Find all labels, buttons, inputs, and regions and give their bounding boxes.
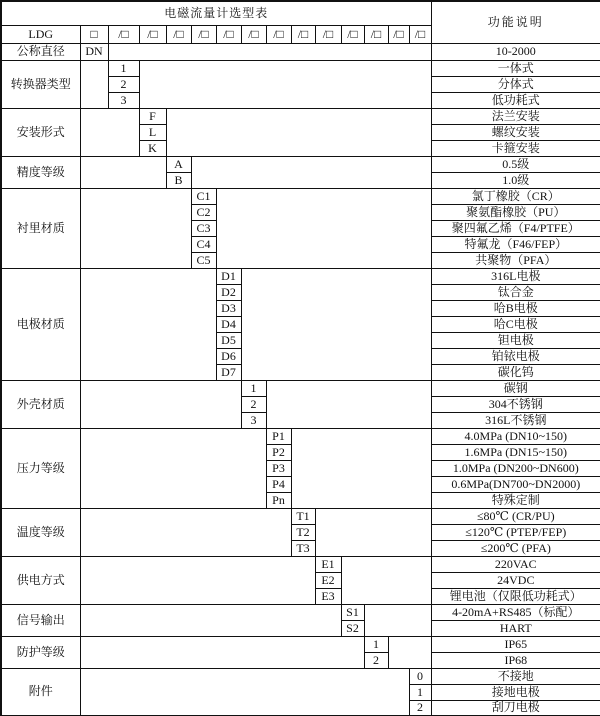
- spacer-cell: [266, 380, 431, 428]
- row-label: 精度等级: [1, 156, 80, 188]
- value-cell: 特殊定制: [431, 492, 600, 508]
- code-cell: C4: [191, 236, 216, 252]
- value-cell: 氯丁橡胶（CR）: [431, 188, 600, 204]
- model-box-cell: □: [80, 25, 108, 43]
- code-cell: D1: [216, 268, 241, 284]
- value-cell: 分体式: [431, 76, 600, 92]
- code-cell: T1: [291, 508, 315, 524]
- table-title: 电磁流量计选型表: [1, 1, 431, 25]
- model-slash-cell: /□: [364, 25, 388, 43]
- code-cell: D5: [216, 332, 241, 348]
- spacer-cell: [80, 380, 241, 428]
- spacer-cell: [80, 668, 409, 716]
- code-cell: D7: [216, 364, 241, 380]
- spacer-cell: [80, 60, 108, 108]
- code-cell: K: [139, 140, 166, 156]
- row-label: 衬里材质: [1, 188, 80, 268]
- code-cell: 2: [241, 396, 266, 412]
- value-cell: 聚氨酯橡胶（PU）: [431, 204, 600, 220]
- model-slash-cell: /□: [241, 25, 266, 43]
- value-cell: 0.6MPa(DN700~DN2000): [431, 476, 600, 492]
- dn-code-cell: DN: [80, 43, 108, 60]
- model-slash-cell: /□: [388, 25, 409, 43]
- value-cell: 锂电池（仅限低功耗式）: [431, 588, 600, 604]
- code-cell: 1: [409, 684, 431, 700]
- value-cell: 法兰安装: [431, 108, 600, 124]
- value-cell: 钛合金: [431, 284, 600, 300]
- value-cell: 不接地: [431, 668, 600, 684]
- code-cell: F: [139, 108, 166, 124]
- spacer-cell: [80, 556, 315, 604]
- value-cell: 0.5级: [431, 156, 600, 172]
- model-slash-cell: /□: [409, 25, 431, 43]
- code-cell: C5: [191, 252, 216, 268]
- spacer-cell: [80, 108, 139, 156]
- row-label-nominal-diameter: 公称直径: [1, 43, 80, 60]
- spacer-cell: [166, 108, 431, 156]
- value-cell: 低功耗式: [431, 92, 600, 108]
- model-slash-cell: /□: [108, 25, 139, 43]
- value-cell: 聚四氟乙烯（F4/PTFE）: [431, 220, 600, 236]
- value-cell: 316L不锈钢: [431, 412, 600, 428]
- spacer-cell: [80, 636, 364, 668]
- spacer-cell: [80, 428, 266, 508]
- row-label: 信号输出: [1, 604, 80, 636]
- value-cell: IP65: [431, 636, 600, 652]
- value-cell: 螺纹安装: [431, 124, 600, 140]
- model-prefix: LDG: [1, 25, 80, 43]
- value-cell: 刮刀电极: [431, 700, 600, 716]
- row-label: 供电方式: [1, 556, 80, 604]
- spacer-cell: [388, 636, 431, 668]
- code-cell: C1: [191, 188, 216, 204]
- code-cell: 2: [108, 76, 139, 92]
- value-cell: ≤80℃ (CR/PU): [431, 508, 600, 524]
- spacer-cell: [108, 43, 431, 60]
- value-cell: 哈C电极: [431, 316, 600, 332]
- value-cell: 铂铱电极: [431, 348, 600, 364]
- code-cell: C2: [191, 204, 216, 220]
- row-label: 压力等级: [1, 428, 80, 508]
- row-label: 附件: [1, 668, 80, 716]
- value-cell: 220VAC: [431, 556, 600, 572]
- code-cell: P1: [266, 428, 291, 444]
- spacer-cell: [241, 268, 431, 380]
- model-slash-cell: /□: [341, 25, 364, 43]
- code-cell: A: [166, 156, 191, 172]
- value-cell: 1.0级: [431, 172, 600, 188]
- code-cell: 3: [241, 412, 266, 428]
- code-cell: E3: [315, 588, 341, 604]
- code-cell: 1: [108, 60, 139, 76]
- value-cell: 1.0MPa (DN200~DN600): [431, 460, 600, 476]
- value-cell: 4-20mA+RS485（标配）: [431, 604, 600, 620]
- spacer-cell: [80, 268, 216, 380]
- spacer-cell: [80, 156, 166, 188]
- value-cell: 24VDC: [431, 572, 600, 588]
- code-cell: C3: [191, 220, 216, 236]
- code-cell: 2: [364, 652, 388, 668]
- code-cell: D4: [216, 316, 241, 332]
- model-slash-cell: /□: [166, 25, 191, 43]
- code-cell: D6: [216, 348, 241, 364]
- value-cell: HART: [431, 620, 600, 636]
- value-cell: 304不锈钢: [431, 396, 600, 412]
- spacer-cell: [80, 604, 341, 636]
- code-cell: 3: [108, 92, 139, 108]
- code-cell: Pn: [266, 492, 291, 508]
- spacer-cell: [315, 508, 431, 556]
- model-slash-cell: /□: [291, 25, 315, 43]
- code-cell: S1: [341, 604, 364, 620]
- value-cell: 碳化钨: [431, 364, 600, 380]
- value-cell: 钽电极: [431, 332, 600, 348]
- function-description-header: 功能说明: [431, 1, 600, 43]
- code-cell: P2: [266, 444, 291, 460]
- row-label: 安装形式: [1, 108, 80, 156]
- spacer-cell: [191, 156, 431, 188]
- row-label: 防护等级: [1, 636, 80, 668]
- value-cell: ≤200℃ (PFA): [431, 540, 600, 556]
- spacer-cell: [139, 60, 431, 108]
- code-cell: S2: [341, 620, 364, 636]
- value-cell: 一体式: [431, 60, 600, 76]
- row-label: 转换器类型: [1, 60, 80, 108]
- code-cell: P3: [266, 460, 291, 476]
- value-cell: 碳钢: [431, 380, 600, 396]
- row-label: 外壳材质: [1, 380, 80, 428]
- spacer-cell: [364, 604, 431, 636]
- row-label: 温度等级: [1, 508, 80, 556]
- value-cell: 316L电极: [431, 268, 600, 284]
- model-slash-cell: /□: [216, 25, 241, 43]
- value-cell: 哈B电极: [431, 300, 600, 316]
- spacer-cell: [291, 428, 431, 508]
- code-cell: B: [166, 172, 191, 188]
- model-slash-cell: /□: [191, 25, 216, 43]
- code-cell: 1: [241, 380, 266, 396]
- code-cell: 1: [364, 636, 388, 652]
- code-cell: 2: [409, 700, 431, 716]
- code-cell: P4: [266, 476, 291, 492]
- code-cell: E1: [315, 556, 341, 572]
- value-cell: ≤120℃ (PTEP/FEP): [431, 524, 600, 540]
- value-cell: 1.6MPa (DN15~150): [431, 444, 600, 460]
- value-cell: 卡箍安装: [431, 140, 600, 156]
- value-cell: 特氟龙（F46/FEP）: [431, 236, 600, 252]
- spacer-cell: [216, 188, 431, 268]
- model-slash-cell: /□: [139, 25, 166, 43]
- code-cell: D3: [216, 300, 241, 316]
- selection-table-body: [1, 1, 600, 716]
- spacer-cell: [341, 556, 431, 604]
- model-slash-cell: /□: [266, 25, 291, 43]
- model-slash-cell: /□: [315, 25, 341, 43]
- code-cell: T3: [291, 540, 315, 556]
- row-label: 电极材质: [1, 268, 80, 380]
- code-cell: E2: [315, 572, 341, 588]
- value-cell: IP68: [431, 652, 600, 668]
- value-cell: 接地电极: [431, 684, 600, 700]
- value-cell: 4.0MPa (DN10~150): [431, 428, 600, 444]
- code-cell: T2: [291, 524, 315, 540]
- code-cell: D2: [216, 284, 241, 300]
- spacer-cell: [80, 188, 191, 268]
- value-cell: 共聚物（PFA）: [431, 252, 600, 268]
- value-cell: 10-2000: [431, 43, 600, 60]
- code-cell: 0: [409, 668, 431, 684]
- code-cell: L: [139, 124, 166, 140]
- spacer-cell: [80, 508, 291, 556]
